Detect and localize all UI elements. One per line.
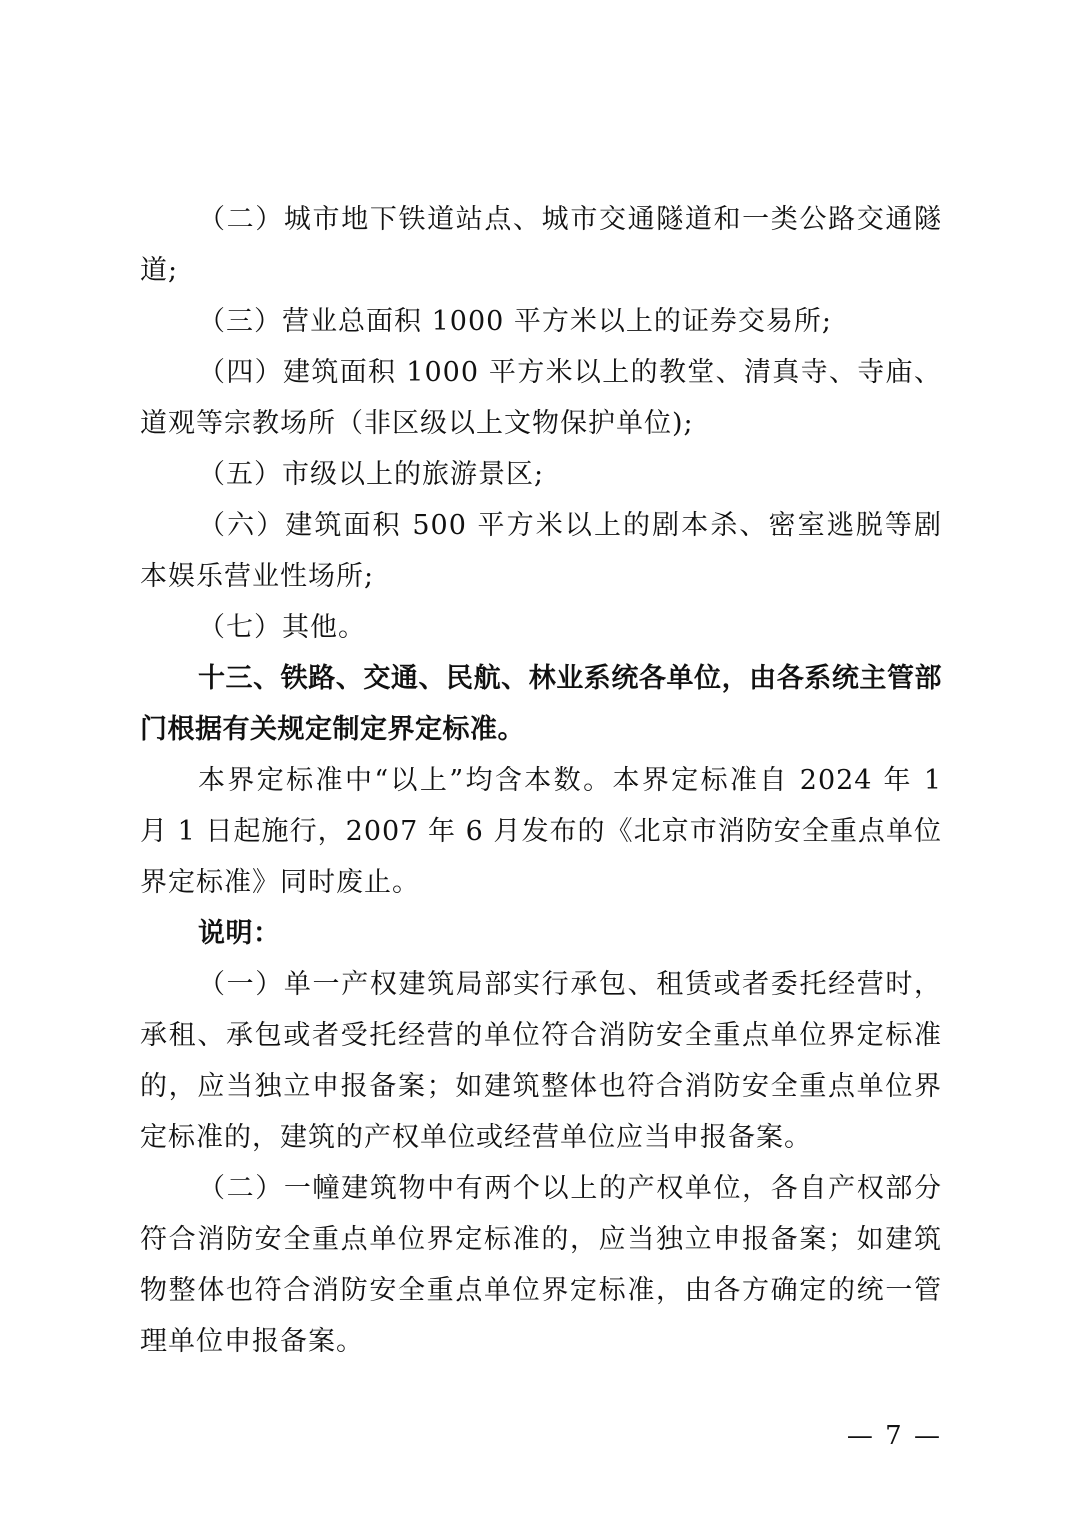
paragraph-item-2: （二）城市地下铁道站点、城市交通隧道和一类公路交通隧道; [140, 204, 942, 286]
paragraph-item-4: （四）建筑面积 1000 平方米以上的教堂、清真寺、寺庙、道观等宗教场所（非区级以上文物保护单位); [140, 357, 942, 439]
note-item-2: （二）一幢建筑物中有两个以上的产权单位，各自产权部分符合消防安全重点单位界定标准的，应当独立申报备案；如建筑物整体也符合消防安全重点单位界定标准，由各方确定的统一管理单位申报备案。 [140, 1173, 942, 1357]
paragraph-item-3: （三）营业总面积 1000 平方米以上的证券交易所; [198, 306, 832, 337]
paragraph-item-6: （六）建筑面积 500 平方米以上的剧本杀、密室逃脱等剧本娱乐营业性场所; [140, 510, 942, 592]
document-body [140, 194, 942, 1367]
section-heading-13: 十三、铁路、交通、民航、林业系统各单位，由各系统主管部门根据有关规定制定界定标准。 [140, 663, 942, 745]
notes-heading: 说明： [198, 918, 281, 949]
paragraph-item-7: （七）其他。 [198, 612, 366, 643]
note-item-1: （一）单一产权建筑局部实行承包、租赁或者委托经营时，承租、承包或者受托经营的单位符合消防安全重点单位界定标准的，应当独立申报备案；如建筑整体也符合消防安全重点单位界定标准的，建筑的产权单位或经营单位应当申报备案。 [140, 969, 942, 1153]
effective-date-paragraph: 本界定标准中“以上”均含本数。本界定标准自 2024 年 1 月 1 日起施行，2007 年 6 月发布的《北京市消防安全重点单位界定标准》同时废止。 [140, 765, 942, 898]
paragraph-item-5: （五）市级以上的旅游景区; [198, 459, 545, 490]
page-number: — 7 — [846, 1421, 942, 1451]
